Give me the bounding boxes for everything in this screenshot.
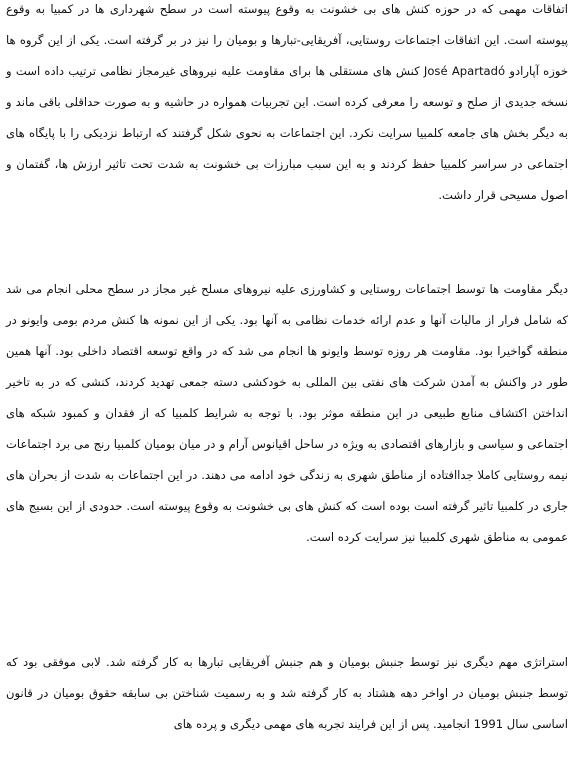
- paragraph-2: دیگر مقاومت ها توسط اجتماعات روستایی و کشاورزی علیه نیروهای مسلح غیر مجاز در سطح محلی انجام می شد که شامل فرار از مالیات آنها و عدم ارائه خدمات نظامی به آنها بود. یکی از این نمونه ها کنش مردم بومی وایونو در منطقه گواخیرا بود. مقاومت هر روزه توسط وایونو ها انجام می شد که در واقع توسعه اقتصاد داخلی بود. آنها همین طور در واکنش به آمدن شرکت های نفتی بین المللی به خودکشی دسته جمعی تهدید کردند، کنشی که در به تاخیر انداختن اکتشاف منابع طبیعی در این منطقه موثر بود. با توجه به شرایط کلمبیا که از فقدان و کمبود شبکه های اجتماعی و سیاسی و بازارهای اقتصادی به ویژه در ساحل اقیانوس آرام و در میان بومیان کلمبیا رنج می برد اجتماعات نیمه روستایی کاملا جداافتاده از مناطق شهری به زندگی خود ادامه می دهند. در این اجتماعات به شدت از بحران های جاری در کلمبیا تاثیر گرفته است بوده است که کنش های بی خشونت به وقوع پیوسته است. حدودی از این بسیج های عمومی به مناطق شهری کلمبیا نیز سرایت کرده است.: [6, 282, 568, 544]
- paragraph-1: اتفاقات مهمی که در حوزه کنش های بی خشونت به وقوع پیوسته است در سطح شهرداری ها در کمبیا به وقوع پیوسته است. این اتفاقات اجتماعات روستایی، آفریقایی-تبارها و بومیان را نیز در بر گرفته است. یکی از این گروه ها خوزه آپارادو José Apartadó کنش های مستقلی ها برای مقاومت علیه نیروهای غیرمجاز نظامی ترتیب داده است و نسخه جدیدی از صلح و توسعه را معرفی کرده است. این تجربیات همواره در حاشیه و به صورت حداقلی باقی ماند و به دیگر بخش های جامعه کلمبیا سرایت نکرد. این اجتماعات به نحوی شکل گرفتند که ارتباط نزدیکی را با پایگاه های اجتماعی در سراسر کلمبیا حفظ کردند و به این سبب مبارزات بی خشونت به شدت تحت تاثیر ارزش ها، گفتمان و اصول مسیحی قرار داشت.: [6, 2, 568, 202]
- paragraph-3: استراتژی مهم دیگری نیز توسط جنبش بومیان و هم جنبش آفریقایی تبارها به کار گرفته شد. لابی موفقی بود که توسط جنبش بومیان در اواخر دهه هشتاد به کار گرفته شد و به رسمیت شناختن بی سابقه حقوق بومیان در قانون اساسی سال 1991 انجامید. پس از این فرایند تجربه های مهمی دیگری و پرده های: [6, 655, 568, 731]
